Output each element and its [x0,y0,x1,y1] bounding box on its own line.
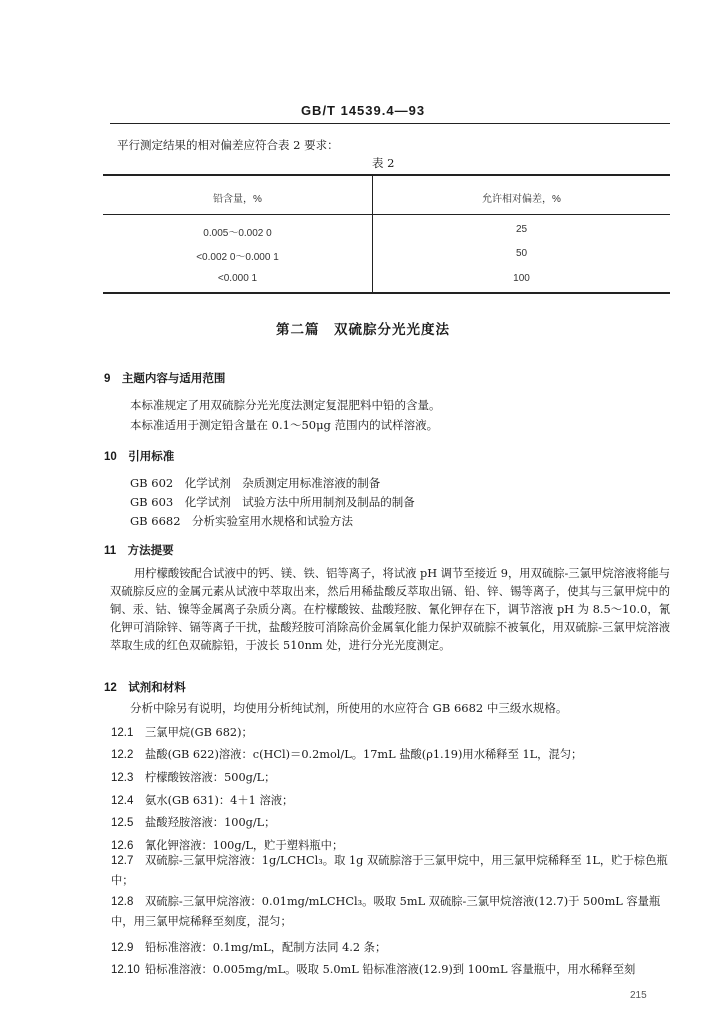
section-9-heading: 9 主题内容与适用范围 [104,373,226,385]
item-text: 双硫腙-三氯甲烷溶液：0.01mg/mLCHCl₃。吸取 5mL 双硫腙-三氯甲烷溶液(12.7)于 500mL 容量瓶中，用三氯甲烷稀释至刻度，混匀； [111,895,661,928]
page-number: 215 [630,990,647,1001]
table-row-1-range: 0.005～0.002 0 [203,228,272,239]
item-text: 铅标准溶液：0.005mg/mL。吸取 5.0mL 铅标准溶液(12.9)到 100mL 容量瓶中，用水稀释至刻 [145,963,636,976]
reference-gb6682: GB 6682 分析实验室用水规格和试验方法 [130,514,354,528]
table-top-rule [103,174,670,176]
reagent-item [111,724,253,740]
reagent-item [111,792,293,808]
item-number: 12.9 [111,942,134,954]
reagent-item [111,892,681,932]
table-caption: 表 2 [372,156,395,170]
reference-gb602: GB 602 化学试剂 杂质测定用标准溶液的制备 [130,476,381,490]
section-12-intro: 分析中除另有说明，均使用分析纯试剂，所使用的水应符合 GB 6682 中三级水规格。 [130,701,568,715]
table-bottom-rule [103,292,670,294]
table-header-lead-content: 铅含量，% [213,194,262,205]
header-rule [110,123,670,124]
section-10-heading: 10 引用标准 [104,451,175,463]
item-number: 12.1 [111,727,134,739]
item-number: 12.7 [111,855,134,867]
reagent-item [111,746,582,762]
item-text: 铅标准溶液：0.1mg/mL，配制方法同 4.2 条； [145,941,387,954]
reagent-item [111,851,681,891]
reagent-item [111,961,635,977]
table-row-3-deviation: 100 [513,273,530,284]
section-12-heading: 12 试剂和材料 [104,682,186,694]
item-number: 12.8 [111,896,134,908]
item-number: 12.4 [111,795,134,807]
item-text: 盐酸(GB 622)溶液：c(HCl)＝0.2mol/L。17mL 盐酸(ρ1.19)用水稀释至 1L，混匀； [145,748,583,761]
section-11-heading: 11 方法提要 [104,545,174,557]
table-row-2-deviation: 50 [515,248,528,259]
table-row-2-range: <0.002 0～0.000 1 [196,252,279,263]
item-text: 盐酸羟胺溶液：100g/L； [145,816,276,829]
reference-gb603: GB 603 化学试剂 试验方法中所用制剂及制品的制备 [130,495,415,509]
table-header-allowed-deviation: 允许相对偏差，% [482,194,561,205]
section-9-paragraph-1: 本标准规定了用双硫腙分光光度法测定复混肥料中铅的含量。 [130,398,441,412]
item-number: 12.2 [111,749,134,761]
table-row-1-deviation: 25 [515,224,528,235]
part-title: 第二篇 双硫腙分光光度法 [276,322,450,337]
item-text: 双硫腙-三氯甲烷溶液：1g/LCHCl₃。取 1g 双硫腙溶于三氯甲烷中，用三氯甲烷稀释至 1L，贮于棕色瓶中； [111,854,668,887]
section-11-paragraph: 用柠檬酸铵配合试液中的钙、镁、铁、铝等离子，将试液 pH 调节至接近 9，用双硫腙-三氯甲烷溶液将能与双硫腙反应的金属元素从试液中萃取出来，然后用稀盐酸反萃取出镉、铅、锌、锡等离子，使其与三氯甲烷中的铜、汞、钴、镍等金属离子杂质分离。在柠檬酸铵、盐酸羟胺、氰化钾存在下，调节溶液 pH 为 8.5～10.0，氰化钾可消除锌、镉等离子干扰，盐酸羟胺可消除高价金属氧化能力保护双硫腙不被氧化，用双硫腙-三氯甲烷溶液萃取生成的红色双硫腙铅，于波长 510nm 处，进行分光光度测定。 [110,567,670,652]
item-text: 氨水(GB 631)：4＋1 溶液； [145,794,294,807]
intro-line: 平行测定结果的相对偏差应符合表 2 要求： [117,138,339,152]
item-text: 三氯甲烷(GB 682)； [145,726,253,739]
standard-number-header: GB/T 14539.4—93 [300,103,426,118]
item-number: 12.5 [111,817,134,829]
table-row-3-range: <0.000 1 [217,273,258,284]
reagent-item [111,769,275,785]
item-text: 柠檬酸铵溶液：500g/L； [145,771,276,784]
item-number: 12.3 [111,772,134,784]
table-header-rule [103,214,670,215]
item-number: 12.10 [111,964,140,976]
reagent-item [111,814,275,830]
item-number: 12.6 [111,840,134,852]
section-9-paragraph-2: 本标准适用于测定铅含量在 0.1～50μg 范围内的试样溶液。 [130,418,439,432]
item-text: 氰化钾溶液：100g/L，贮于塑料瓶中； [145,839,344,852]
reagent-item [111,939,386,955]
